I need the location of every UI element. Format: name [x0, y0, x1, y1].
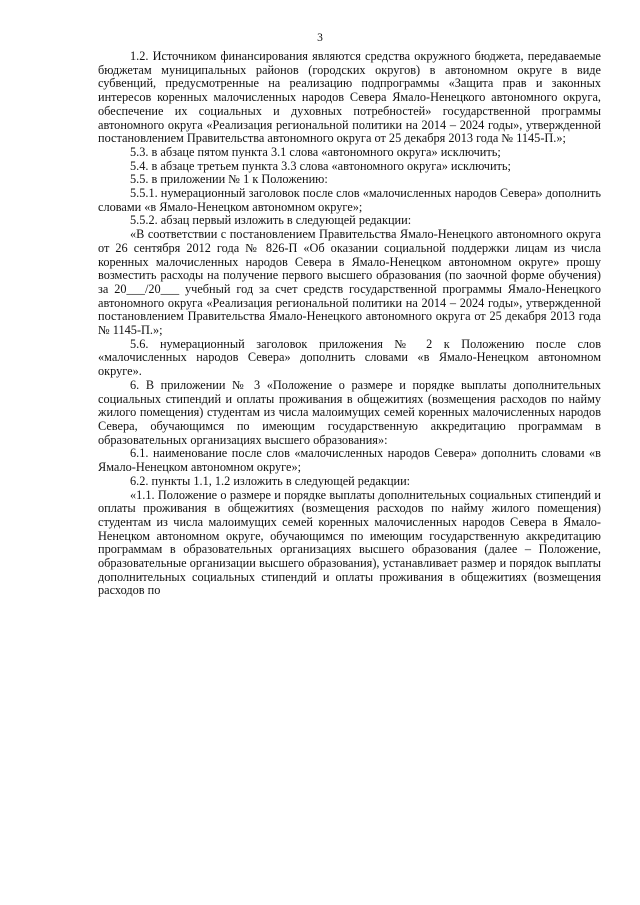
paragraph-1-1-regulation: «1.1. Положение о размере и порядке выплаты дополнительных социальных стипендий и оплаты проживания в общежитиях (возмещения расходов по найму жилого помещения) студентам из числа малоимущих семей коренных малочисленных народов Севера в Ямало-Ненецком автономном округе, обучающимся по имеющим государственную аккредитацию программам в образовательных организациях высшего образования (далее – Положение, образовательные организации высшего образования), устанавливает размер и порядок выплаты дополнительных социальных стипендий и оплаты проживания в общежитиях (возмещения расходов по	[98, 487, 601, 598]
paragraph-6-2: 6.2. пункты 1.1, 1.2 изложить в следующей редакции:	[130, 473, 411, 488]
paragraph-5-5: 5.5. в приложении № 1 к Положению:	[130, 172, 328, 187]
paragraph-1-2-financing: 1.2. Источником финансирования являются средства окружного бюджета, передаваемые бюджетам муниципальных районов (городских округов) в автономном округе в виде субвенций, предусмотренные на реализацию подпрограммы «Защита прав и законных интересов коренных малочисленных народов Севера Ямало-Ненецкого автономного округа, обеспечение их социальных и духовных потребностей» государственной программы автономного округа «Реализация региональной политики на 2014 – 2024 годы», утвержденной постановлением Правительства автономного округа от 25 декабря 2013 года № 1145-П.»;	[98, 49, 601, 146]
document-body	[98, 50, 601, 598]
paragraph-6: 6. В приложении № 3 «Положение о размере и порядке выплаты дополнительных социальных стипендий и оплаты проживания в общежитиях (возмещения расходов по найму жилого помещения) студентам из числа малоимущих семей коренных малочисленных народов Севера, обучающимся по имеющим государственную аккредитацию программам в образовательных организациях высшего образования»:	[98, 377, 601, 447]
paragraph-5-3: 5.3. в абзаце пятом пункта 3.1 слова «автономного округа» исключить;	[130, 144, 501, 159]
paragraph-6-1: 6.1. наименование после слов «малочисленных народов Севера» дополнить словами «в Ямало-Ненецком автономном округе»;	[98, 446, 601, 475]
paragraph-application-text: «В соответствии с постановлением Правительства Ямало-Ненецкого автономного округа от 26 сентября 2012 года № 826-П «Об оказании социальной поддержки лицам из числа коренных малочисленных народов Севера в Ямало-Ненецком автономном округе» прошу возместить расходы на получение первого высшего образования (по заочной форме обучения) за 20___/20___ учебный год за счет средств государственной программы Ямало-Ненецкого автономного округа «Реализация региональной политики на 2014 – 2024 годы», утвержденной постановлением Правительства Ямало-Ненецкого автономного округа от 25 декабря 2013 года № 1145-П.»;	[98, 227, 601, 338]
paragraph-5-5-1: 5.5.1. нумерационный заголовок после слов «малочисленных народов Севера» дополнить словами «в Ямало-Ненецком автономном округе»;	[98, 186, 601, 214]
paragraph-5-6: 5.6. нумерационный заголовок приложения № 2 к Положению после слов «малочисленных народов Севера» дополнить словами «в Ямало-Ненецком автономном округе».	[98, 336, 601, 379]
paragraph-5-5-2: 5.5.2. абзац первый изложить в следующей редакции:	[130, 213, 412, 228]
paragraph-5-4: 5.4. в абзаце третьем пункта 3.3 слова «автономного округа» исключить;	[130, 158, 511, 173]
page-number: 3	[317, 32, 323, 44]
